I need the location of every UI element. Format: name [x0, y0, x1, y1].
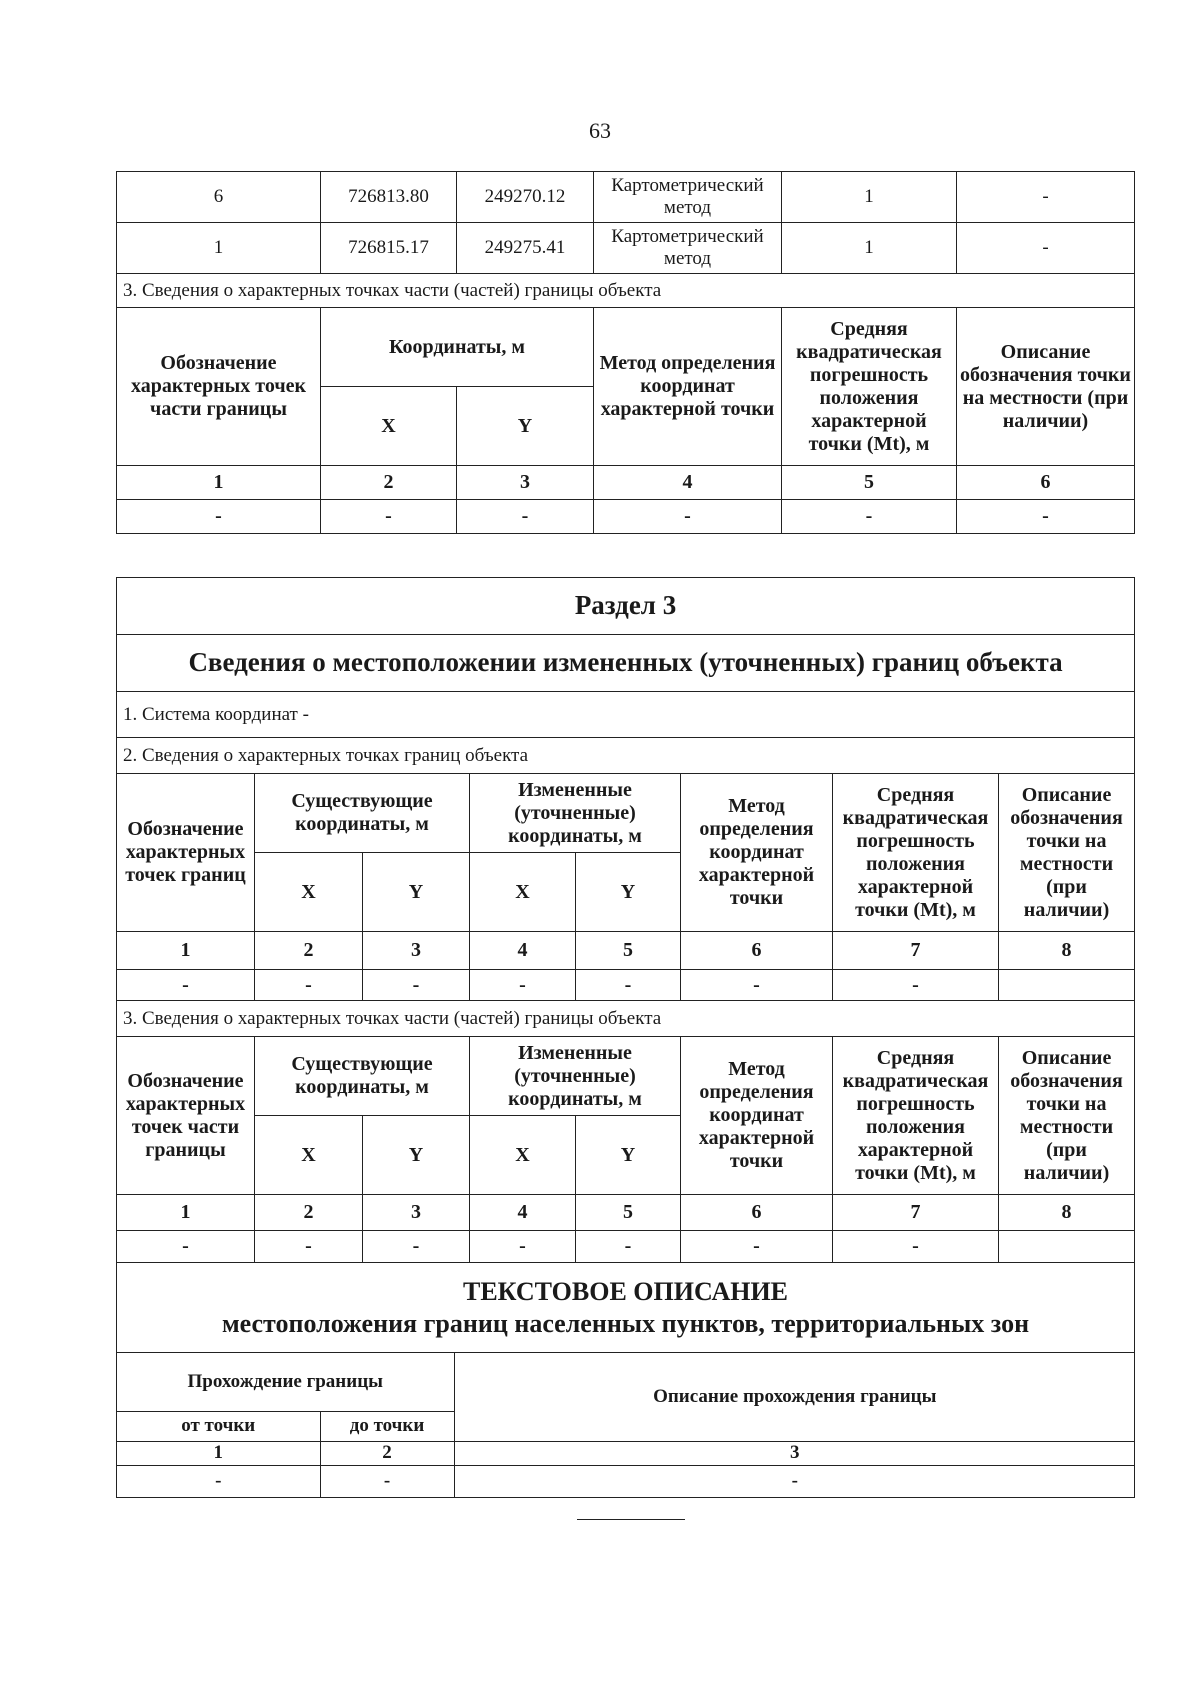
empty-cell: - — [576, 970, 681, 1001]
empty-cell: - — [117, 1465, 320, 1497]
section-subtitle: Сведения о местоположении измененных (уточненных) границ объекта — [117, 635, 1135, 692]
table-row — [117, 172, 1135, 223]
point-cell: 6 — [117, 172, 321, 223]
empty-cell: - — [117, 970, 255, 1001]
col-num: 7 — [833, 1195, 999, 1231]
section-title: Раздел 3 — [117, 578, 1135, 635]
col-num: 5 — [576, 932, 681, 970]
header-desc: Описание обозначения точки на местности (при наличии) — [957, 308, 1135, 466]
header-to-point: до точки — [320, 1411, 454, 1441]
header-desc: Описание обозначения точки на местности (при наличии) — [999, 774, 1135, 932]
col-num: 1 — [117, 466, 321, 500]
col-num: 7 — [833, 932, 999, 970]
table-row — [117, 500, 1135, 534]
header-y: Y — [576, 1116, 681, 1195]
column-number-row — [117, 932, 1135, 970]
empty-cell: - — [833, 1231, 999, 1263]
col-num: 1 — [117, 1441, 320, 1465]
col-num: 6 — [957, 466, 1135, 500]
col-num: 3 — [457, 466, 594, 500]
table-row — [117, 1465, 1135, 1497]
col-num: 3 — [363, 1195, 470, 1231]
col-num: 4 — [470, 1195, 576, 1231]
empty-cell: - — [255, 970, 363, 1001]
empty-cell — [999, 970, 1135, 1001]
header-coords: Координаты, м — [321, 308, 594, 387]
empty-cell: - — [457, 500, 594, 534]
y-cell: 249270.12 — [457, 172, 594, 223]
empty-cell: - — [321, 500, 457, 534]
x-cell: 726815.17 — [321, 223, 457, 274]
col-num: 2 — [321, 466, 457, 500]
subsection-title: 3. Сведения о характерных точках части (частей) границы объекта — [117, 1001, 1135, 1037]
col-num: 4 — [594, 466, 782, 500]
header-method: Метод определения координат характерной точки — [681, 1037, 833, 1195]
col-num: 6 — [681, 932, 833, 970]
subsection-title: 3. Сведения о характерных точках части (частей) границы объекта — [117, 274, 1135, 308]
empty-cell: - — [363, 970, 470, 1001]
empty-cell: - — [320, 1465, 454, 1497]
header-designation: Обозначение характерных точек части границы — [117, 1037, 255, 1195]
col-num: 1 — [117, 932, 255, 970]
col-num: 1 — [117, 1195, 255, 1231]
mt-cell: 1 — [782, 172, 957, 223]
empty-cell: - — [782, 500, 957, 534]
empty-cell — [999, 1231, 1135, 1263]
col-num: 5 — [576, 1195, 681, 1231]
col-num: 2 — [255, 932, 363, 970]
previous-section-table — [116, 171, 1135, 534]
header-x: X — [470, 853, 576, 932]
table-row — [117, 970, 1135, 1001]
header-x: X — [255, 1116, 363, 1195]
empty-cell: - — [594, 500, 782, 534]
column-number-row — [117, 1195, 1135, 1231]
header-changed-coords: Измененные (уточненные) координаты, м — [470, 774, 681, 853]
header-y: Y — [363, 1116, 470, 1195]
col-num: 2 — [255, 1195, 363, 1231]
empty-cell: - — [117, 1231, 255, 1263]
empty-cell: - — [957, 500, 1135, 534]
col-num: 8 — [999, 1195, 1135, 1231]
empty-cell: - — [255, 1231, 363, 1263]
empty-cell: - — [470, 1231, 576, 1263]
col-num: 5 — [782, 466, 957, 500]
empty-cell: - — [833, 970, 999, 1001]
header-mt: Средняя квадратическая погрешность положения характерной точки (Mt), м — [782, 308, 957, 466]
header-mt: Средняя квадратическая погрешность положения характерной точки (Mt), м — [833, 774, 999, 932]
col-num: 8 — [999, 932, 1135, 970]
header-changed-coords: Измененные (уточненные) координаты, м — [470, 1037, 681, 1116]
header-y: Y — [576, 853, 681, 932]
text-description-heading — [117, 1263, 1135, 1353]
desc-cell: - — [957, 172, 1135, 223]
header-y: Y — [363, 853, 470, 932]
empty-cell: - — [576, 1231, 681, 1263]
empty-cell: - — [363, 1231, 470, 1263]
header-x: X — [321, 387, 457, 466]
col-num: 3 — [454, 1441, 1135, 1465]
header-designation: Обозначение характерных точек части границы — [117, 308, 321, 466]
header-existing-coords: Существующие координаты, м — [255, 1037, 470, 1116]
header-x: X — [470, 1116, 576, 1195]
col-num: 6 — [681, 1195, 833, 1231]
header-passage: Прохождение границы — [117, 1353, 454, 1411]
header-designation: Обозначение характерных точек границ — [117, 774, 255, 932]
header-method: Метод определения координат характерной точки — [594, 308, 782, 466]
col-num: 2 — [320, 1441, 454, 1465]
x-cell: 726813.80 — [321, 172, 457, 223]
column-number-row — [117, 1441, 1135, 1465]
col-num: 4 — [470, 932, 576, 970]
closing-line — [577, 1519, 685, 1520]
text-description-table — [117, 1353, 1135, 1497]
header-desc: Описание обозначения точки на местности (при наличии) — [999, 1037, 1135, 1195]
text-description-title: ТЕКСТОВОЕ ОПИСАНИЕ — [463, 1277, 789, 1307]
mt-cell: 1 — [782, 223, 957, 274]
method-cell: Картометрический метод — [594, 172, 782, 223]
header-method: Метод определения координат характерной точки — [681, 774, 833, 932]
header-passage-description: Описание прохождения границы — [454, 1353, 1135, 1441]
header-x: X — [255, 853, 363, 932]
table-row — [117, 223, 1135, 274]
point-cell: 1 — [117, 223, 321, 274]
empty-cell: - — [681, 970, 833, 1001]
empty-cell: - — [470, 970, 576, 1001]
header-mt: Средняя квадратическая погрешность положения характерной точки (Mt), м — [833, 1037, 999, 1195]
method-cell: Картометрический метод — [594, 223, 782, 274]
empty-cell: - — [681, 1231, 833, 1263]
desc-cell: - — [957, 223, 1135, 274]
section3-table — [116, 577, 1135, 1498]
column-number-row — [117, 466, 1135, 500]
col-num: 3 — [363, 932, 470, 970]
coord-system: 1. Система координат - — [117, 692, 1135, 738]
header-y: Y — [457, 387, 594, 466]
y-cell: 249275.41 — [457, 223, 594, 274]
header-existing-coords: Существующие координаты, м — [255, 774, 470, 853]
table-row — [117, 1231, 1135, 1263]
subsection-title: 2. Сведения о характерных точках границ объекта — [117, 738, 1135, 774]
header-from-point: от точки — [117, 1411, 320, 1441]
text-description-subtitle: местоположения границ населенных пунктов, территориальных зон — [221, 1308, 1030, 1338]
empty-cell: - — [454, 1465, 1135, 1497]
page-number: 63 — [589, 118, 611, 143]
empty-cell: - — [117, 500, 321, 534]
